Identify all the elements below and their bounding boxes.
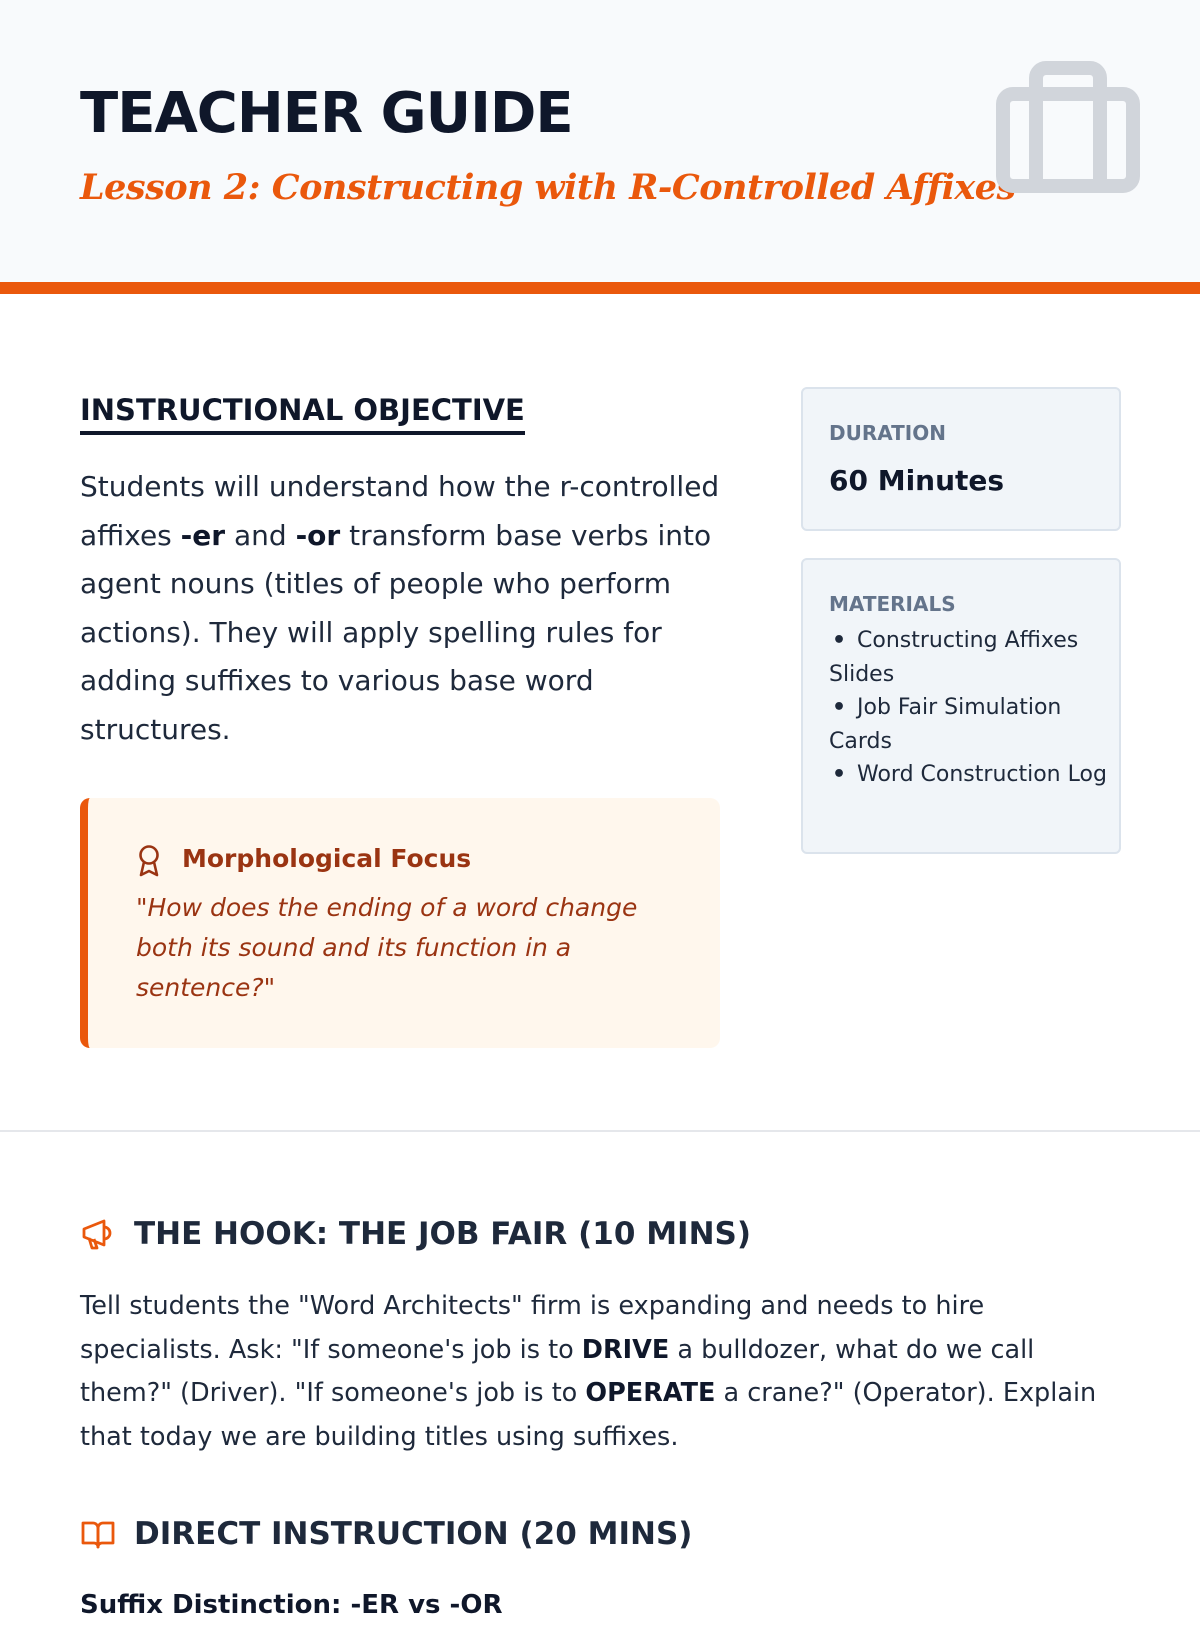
objective-text [80, 463, 720, 754]
section-divider [0, 1130, 1200, 1132]
suffix-or: -or [295, 518, 341, 552]
hook-text-part: Tell students the "Word Architects" firm is expanding and needs to hire specialists. Ask: "If someone's job is to [80, 1291, 985, 1365]
bullet: • [832, 695, 847, 720]
award-icon [136, 844, 162, 878]
material-label: Job Fair Simulation Cards [829, 695, 1062, 754]
megaphone-icon [80, 1216, 116, 1252]
keyword-operate: OPERATE [585, 1378, 716, 1408]
materials-card [801, 558, 1121, 854]
objective-heading: INSTRUCTIONAL OBJECTIVE [80, 390, 525, 435]
book-open-icon [80, 1516, 116, 1552]
list-item [829, 691, 1109, 758]
hook-text [80, 1285, 1120, 1459]
list-item [829, 758, 1109, 792]
duration-value: 60 Minutes [829, 464, 1005, 497]
page-header [0, 0, 1200, 294]
lesson-subtitle: Lesson 2: Constructing with R-Controlled Affixes [80, 167, 1016, 208]
direct-instruction-heading-label: DIRECT INSTRUCTION (20 MINS) [134, 1516, 693, 1552]
bullet: • [832, 762, 847, 787]
duration-label: DURATION [829, 421, 946, 445]
material-label: Word Construction Log [857, 762, 1107, 787]
page-title: TEACHER GUIDE [80, 81, 573, 146]
morphological-focus-callout [80, 798, 720, 1048]
hook-text-part: a bulldozer, what do we call them?" (Driver). "If someone's job is to [80, 1334, 1035, 1408]
list-item [829, 624, 1109, 691]
duration-card [801, 387, 1121, 531]
hook-heading-label: THE HOOK: THE JOB FAIR (10 MINS) [134, 1216, 752, 1252]
keyword-drive: DRIVE [581, 1334, 670, 1365]
focus-quote: "How does the ending of a word change both its sound and its function in a sentence?" [136, 893, 638, 1002]
materials-label: MATERIALS [829, 592, 956, 616]
suffix-er: -er [180, 518, 226, 552]
hook-text-part: a crane?" (Operator). Explain that today we are building titles using suffixes. [80, 1378, 1097, 1452]
objective-text-part: and [225, 518, 296, 552]
objective-text-part: transform base verbs into agent nouns (titles of people who perform actions). They will apply spelling rules for adding suffixes to various base word structures. [80, 518, 712, 746]
material-label: Constructing Affixes Slides [829, 628, 1079, 687]
focus-title: Morphological Focus [182, 844, 472, 873]
direct-instruction-subheading: Suffix Distinction: -ER vs -OR [80, 1590, 503, 1620]
briefcase-icon [994, 60, 1142, 194]
bullet: • [832, 628, 847, 653]
materials-list [829, 624, 1109, 792]
objective-text-part: Students will understand how the r-controlled affixes [80, 470, 720, 552]
